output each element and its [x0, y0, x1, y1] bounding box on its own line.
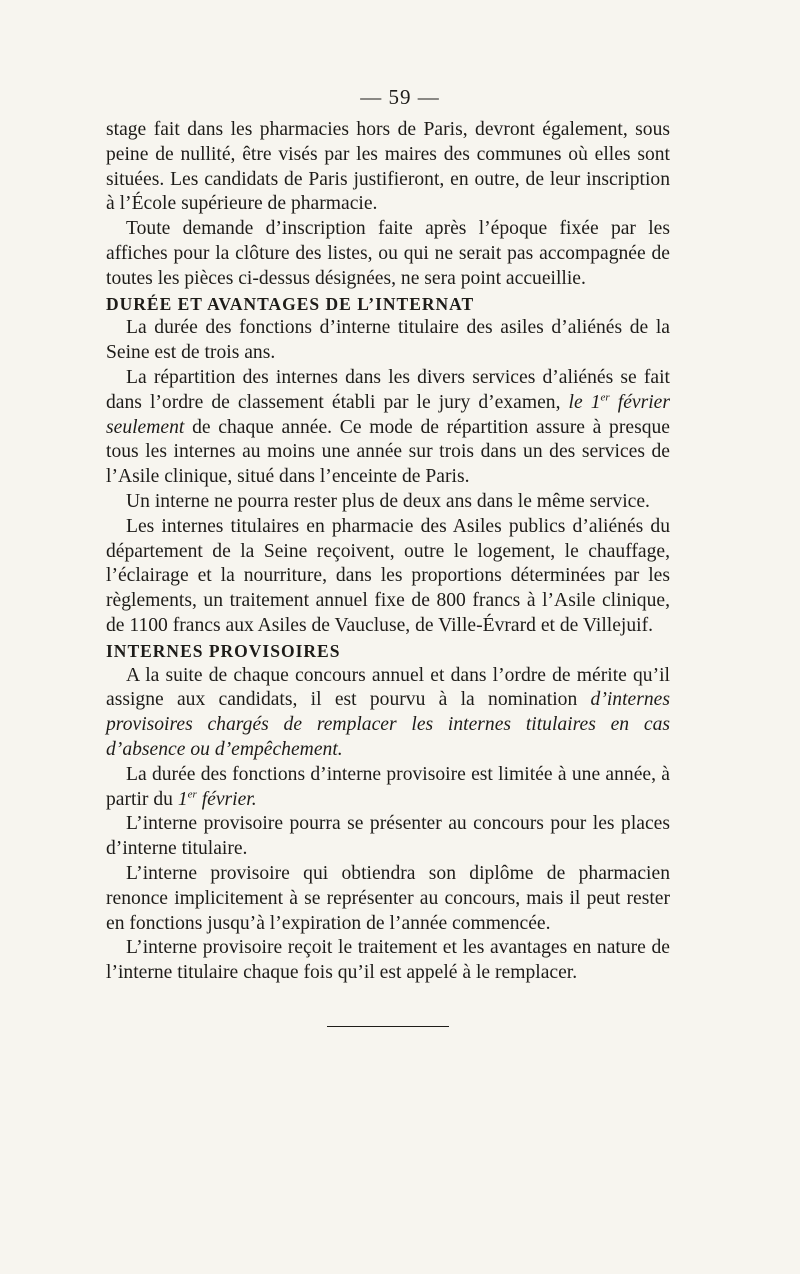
section-heading-provisoires: INTERNES PROVISOIRES	[106, 640, 341, 661]
paragraph-avantages: Les internes titulaires en pharmacie des Asiles publics d’aliénés du département de la Seine reçoivent, outre le logement, le chauffage, l’éclairage et la nourriture, dans les proportions déterminées par les règlements, un traitement annuel fixe de 800 francs à l’Asile clinique, de 1100 francs aux Asiles de Vaucluse, de Ville-Évrard et de Villejuif.	[106, 515, 670, 636]
italic-date: le 1er février seulement	[106, 391, 670, 438]
paragraph-concours: L’interne provisoire pourra se présenter au concours pour les places d’interne titulaire.	[106, 813, 670, 860]
paragraph-service-limit: Un interne ne pourra rester plus de deux ans dans le même service.	[126, 490, 650, 512]
section-heading-duree: DURÉE ET AVANTAGES DE L’INTERNAT	[106, 293, 475, 314]
paragraph-deadline: Toute demande d’inscription faite après l’époque fixée par les affiches pour la clôture des listes, ou qui ne serait pas accompagnée de toutes les pièces ci-dessus désignées, ne sera point accueillie.	[106, 218, 670, 289]
closing-rule	[327, 1026, 449, 1027]
paragraph-traitement: L’interne provisoire reçoit le traitement et les avantages en nature de l’interne titulaire chaque fois qu’il est appelé à le remplacer.	[106, 937, 670, 984]
paragraph-nomination: A la suite de chaque concours annuel et dans l’ordre de mérite qu’il assigne aux candidats, il est pourvu à la nomination d’internes provisoires chargés de remplacer les internes titulaires en cas d’absence ou d’empêchement.	[106, 664, 670, 760]
paragraph-duree-provisoire: La durée des fonctions d’interne provisoire est limitée à une année, à partir du 1er février.	[106, 763, 670, 810]
italic-nomination: d’internes provisoires chargés de remplacer les internes titulaires en cas d’absence ou d’empêchement.	[106, 689, 670, 760]
text-column	[106, 118, 670, 1027]
paragraph-duree: La durée des fonctions d’interne titulaire des asiles d’aliénés de la Seine est de trois ans.	[106, 317, 670, 364]
italic-fevrier: 1er février.	[177, 787, 257, 810]
paragraph-continuation: stage fait dans les pharmacies hors de Paris, devront également, sous peine de nullité, être visés par les maires des communes où elles sont situées. Les candidats de Paris justifieront, en outre, de leur inscription à l’École supérieure de pharmacie.	[106, 119, 670, 215]
paragraph-diplome: L’interne provisoire qui obtiendra son diplôme de pharmacien renonce implicitement à se représenter au concours, mais il peut rester en fonctions jusqu’à l’expiration de l’année commencée.	[106, 862, 670, 934]
paragraph-repartition: La répartition des internes dans les divers services d’aliénés se fait dans l’ordre de classement établi par le jury d’examen, le 1er février seulement de chaque année. Ce mode de répartition assure à presque tous les internes au moins une année sur trois dans un des services de l’Asile clinique, situé dans l’enceinte de Paris.	[106, 366, 670, 488]
page-number: — 59 —	[360, 85, 440, 109]
